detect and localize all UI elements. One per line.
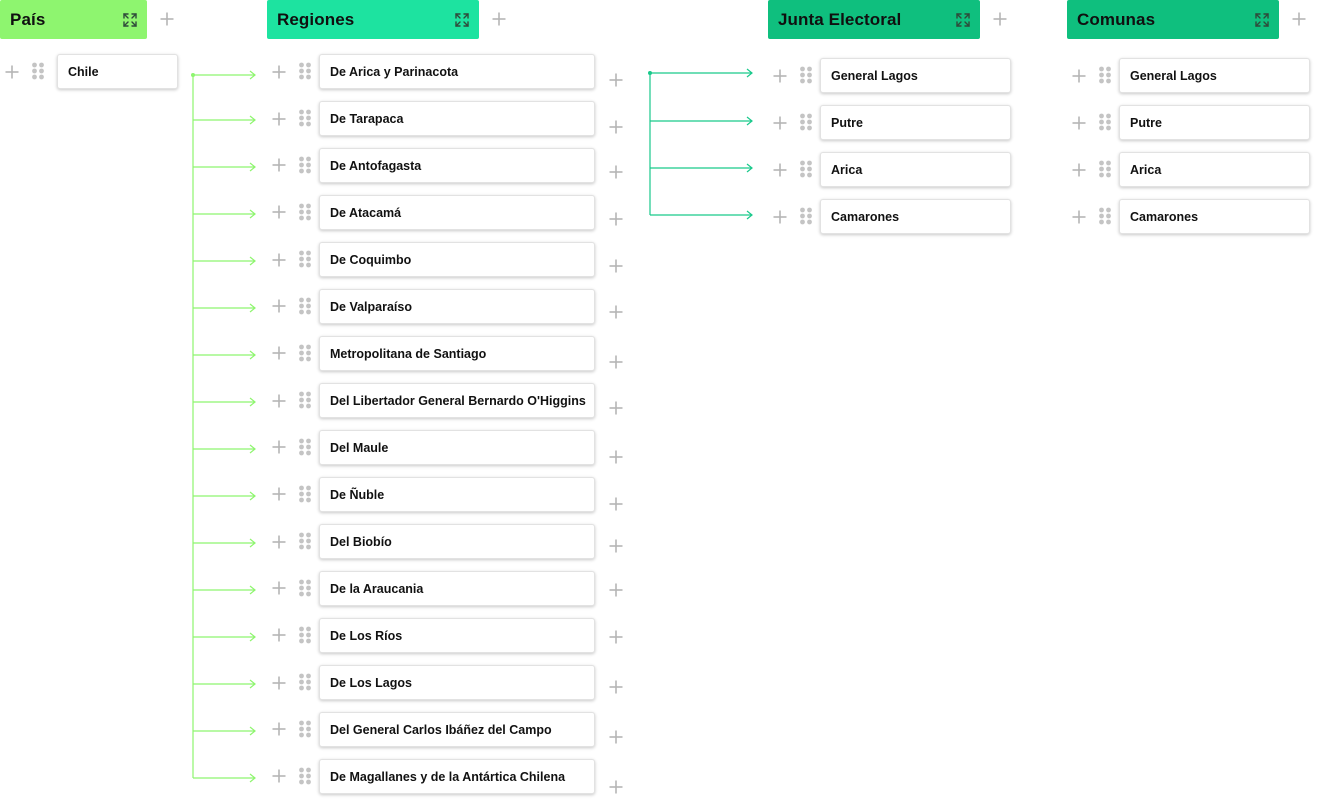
plus-icon bbox=[1072, 116, 1086, 130]
add-sibling-button[interactable] bbox=[272, 158, 286, 172]
drag-handle[interactable] bbox=[298, 485, 312, 503]
drag-handle-icon bbox=[298, 250, 312, 268]
column-title: Junta Electoral bbox=[778, 9, 902, 29]
plus-icon bbox=[272, 769, 286, 783]
node-label: Del General Carlos Ibáñez del Campo bbox=[330, 722, 552, 737]
drag-handle-icon bbox=[298, 156, 312, 174]
drag-handle-icon bbox=[1098, 113, 1112, 131]
node-regiones[interactable] bbox=[319, 54, 595, 89]
node-label: De Magallanes y de la Antártica Chilena bbox=[330, 769, 566, 784]
plus-icon bbox=[773, 69, 787, 83]
column-header-pais bbox=[0, 0, 147, 39]
node-comunas[interactable] bbox=[1119, 105, 1310, 140]
node-regiones[interactable] bbox=[319, 148, 595, 183]
node-junta[interactable] bbox=[820, 58, 1011, 93]
add-column-button[interactable] bbox=[1292, 12, 1306, 26]
drag-handle-icon bbox=[799, 160, 813, 178]
node-label: De la Araucania bbox=[330, 581, 424, 596]
add-sibling-button[interactable] bbox=[272, 769, 286, 783]
drag-handle-icon bbox=[298, 62, 312, 80]
drag-handle[interactable] bbox=[298, 532, 312, 550]
add-sibling-button[interactable] bbox=[272, 581, 286, 595]
drag-handle-icon bbox=[1098, 160, 1112, 178]
node-regiones[interactable] bbox=[319, 618, 595, 653]
plus-icon bbox=[272, 346, 286, 360]
add-sibling-button[interactable] bbox=[272, 722, 286, 736]
drag-handle[interactable] bbox=[298, 673, 312, 691]
add-sibling-button[interactable] bbox=[272, 535, 286, 549]
node-comunas[interactable] bbox=[1119, 152, 1310, 187]
node-regiones[interactable] bbox=[319, 195, 595, 230]
drag-handle-icon bbox=[298, 344, 312, 362]
add-sibling-button[interactable] bbox=[773, 116, 787, 130]
plus-icon bbox=[609, 212, 623, 226]
add-child-button[interactable] bbox=[609, 120, 623, 134]
node-pais[interactable] bbox=[57, 54, 178, 89]
connector-arrowhead bbox=[250, 727, 255, 735]
plus-icon bbox=[272, 581, 286, 595]
node-label: De Antofagasta bbox=[330, 158, 422, 173]
plus-icon bbox=[609, 450, 623, 464]
plus-icon bbox=[609, 539, 623, 553]
add-sibling-button[interactable] bbox=[1072, 210, 1086, 224]
drag-handle-icon bbox=[1098, 66, 1112, 84]
drag-handle[interactable] bbox=[298, 767, 312, 785]
node-label: General Lagos bbox=[831, 68, 918, 83]
node-label: Del Maule bbox=[330, 440, 389, 455]
drag-handle[interactable] bbox=[298, 62, 312, 80]
drag-handle-icon bbox=[31, 62, 45, 80]
add-sibling-button[interactable] bbox=[1072, 163, 1086, 177]
drag-handle[interactable] bbox=[1098, 113, 1112, 131]
connector-arrowhead bbox=[250, 398, 255, 406]
drag-handle-icon bbox=[298, 438, 312, 456]
node-regiones[interactable] bbox=[319, 430, 595, 465]
connector-arrowhead bbox=[250, 304, 255, 312]
node-comunas[interactable] bbox=[1119, 199, 1310, 234]
plus-icon bbox=[272, 112, 286, 126]
plus-icon bbox=[609, 305, 623, 319]
add-sibling-button[interactable] bbox=[272, 253, 286, 267]
plus-icon bbox=[609, 120, 623, 134]
plus-icon bbox=[609, 730, 623, 744]
add-child-button[interactable] bbox=[609, 212, 623, 226]
connector-arrowhead bbox=[250, 492, 255, 500]
node-label: De Atacamá bbox=[330, 205, 402, 220]
plus-icon bbox=[1072, 69, 1086, 83]
add-sibling-button[interactable] bbox=[773, 69, 787, 83]
add-child-button[interactable] bbox=[609, 355, 623, 369]
node-label: Putre bbox=[831, 115, 863, 130]
plus-icon bbox=[993, 12, 1007, 26]
node-regiones[interactable] bbox=[319, 336, 595, 371]
plus-icon bbox=[272, 440, 286, 454]
plus-icon bbox=[272, 394, 286, 408]
column-title: Regiones bbox=[277, 9, 355, 29]
drag-handle[interactable] bbox=[298, 156, 312, 174]
drag-handle-icon bbox=[298, 720, 312, 738]
connector-arrowhead bbox=[250, 257, 255, 265]
plus-icon bbox=[609, 680, 623, 694]
drag-handle[interactable] bbox=[298, 626, 312, 644]
plus-icon bbox=[272, 205, 286, 219]
add-child-button[interactable] bbox=[609, 305, 623, 319]
add-sibling-button[interactable] bbox=[272, 346, 286, 360]
drag-handle[interactable] bbox=[31, 62, 45, 80]
plus-icon bbox=[609, 355, 623, 369]
add-sibling-button[interactable] bbox=[272, 487, 286, 501]
node-label: De Arica y Parinacota bbox=[330, 64, 459, 79]
node-comunas[interactable] bbox=[1119, 58, 1310, 93]
node-label: Camarones bbox=[831, 209, 900, 224]
add-child-button[interactable] bbox=[609, 539, 623, 553]
node-label: Putre bbox=[1130, 115, 1162, 130]
drag-handle-icon bbox=[298, 485, 312, 503]
node-junta[interactable] bbox=[820, 152, 1011, 187]
plus-icon bbox=[609, 630, 623, 644]
connector-arrowhead bbox=[250, 445, 255, 453]
plus-icon bbox=[609, 165, 623, 179]
connector-arrowhead bbox=[250, 351, 255, 359]
drag-handle[interactable] bbox=[298, 438, 312, 456]
node-label: De Coquimbo bbox=[330, 252, 412, 267]
drag-handle[interactable] bbox=[298, 391, 312, 409]
connector-arrowhead bbox=[250, 210, 255, 218]
expand-icon[interactable] bbox=[1255, 13, 1269, 27]
connector-arrowhead bbox=[250, 633, 255, 641]
drag-handle-icon bbox=[298, 297, 312, 315]
plus-icon bbox=[609, 780, 623, 794]
plus-icon bbox=[1072, 210, 1086, 224]
node-junta[interactable] bbox=[820, 105, 1011, 140]
plus-icon bbox=[5, 65, 19, 79]
add-sibling-button[interactable] bbox=[5, 65, 19, 79]
connector-origin-dot bbox=[191, 73, 195, 77]
plus-icon bbox=[609, 401, 623, 415]
node-junta[interactable] bbox=[820, 199, 1011, 234]
expand-icon[interactable] bbox=[455, 13, 469, 27]
plus-icon bbox=[609, 73, 623, 87]
plus-icon bbox=[272, 487, 286, 501]
plus-icon bbox=[609, 583, 623, 597]
node-regiones[interactable] bbox=[319, 712, 595, 747]
connector-arrowhead bbox=[747, 164, 752, 172]
plus-icon bbox=[272, 628, 286, 642]
add-child-button[interactable] bbox=[609, 450, 623, 464]
plus-icon bbox=[773, 116, 787, 130]
add-sibling-button[interactable] bbox=[272, 440, 286, 454]
node-label: Del Libertador General Bernardo O'Higgins bbox=[330, 393, 586, 408]
plus-icon bbox=[160, 12, 174, 26]
plus-icon bbox=[272, 253, 286, 267]
plus-icon bbox=[609, 259, 623, 273]
drag-handle-icon bbox=[298, 532, 312, 550]
connector-arrowhead bbox=[250, 680, 255, 688]
drag-handle-icon bbox=[298, 626, 312, 644]
drag-handle[interactable] bbox=[298, 297, 312, 315]
add-child-button[interactable] bbox=[609, 680, 623, 694]
add-child-button[interactable] bbox=[609, 630, 623, 644]
drag-handle[interactable] bbox=[1098, 207, 1112, 225]
drag-handle[interactable] bbox=[298, 250, 312, 268]
plus-icon bbox=[272, 535, 286, 549]
connector-arrowhead bbox=[250, 586, 255, 594]
drag-handle[interactable] bbox=[1098, 160, 1112, 178]
add-child-button[interactable] bbox=[609, 401, 623, 415]
add-sibling-button[interactable] bbox=[272, 65, 286, 79]
node-label: De Los Ríos bbox=[330, 628, 403, 643]
add-sibling-button[interactable] bbox=[1072, 116, 1086, 130]
node-regiones[interactable] bbox=[319, 571, 595, 606]
add-child-button[interactable] bbox=[609, 73, 623, 87]
drag-handle-icon bbox=[298, 391, 312, 409]
node-regiones[interactable] bbox=[319, 289, 595, 324]
node-regiones[interactable] bbox=[319, 477, 595, 512]
plus-icon bbox=[492, 12, 506, 26]
connector-arrowhead bbox=[747, 69, 752, 77]
add-sibling-button[interactable] bbox=[272, 394, 286, 408]
add-sibling-button[interactable] bbox=[773, 210, 787, 224]
column-header-junta bbox=[768, 0, 980, 39]
add-child-button[interactable] bbox=[609, 780, 623, 794]
add-sibling-button[interactable] bbox=[272, 299, 286, 313]
node-label: De Los Lagos bbox=[330, 675, 412, 690]
column-header-comunas bbox=[1067, 0, 1279, 39]
add-sibling-button[interactable] bbox=[773, 163, 787, 177]
node-label: Camarones bbox=[1130, 209, 1199, 224]
node-label: General Lagos bbox=[1130, 68, 1217, 83]
plus-icon bbox=[272, 158, 286, 172]
expand-icon[interactable] bbox=[956, 13, 970, 27]
connector-arrowhead bbox=[250, 116, 255, 124]
add-sibling-button[interactable] bbox=[272, 205, 286, 219]
node-label: Del Biobío bbox=[330, 534, 392, 549]
drag-handle-icon bbox=[298, 109, 312, 127]
plus-icon bbox=[272, 299, 286, 313]
add-sibling-button[interactable] bbox=[272, 112, 286, 126]
node-label: Metropolitana de Santiago bbox=[330, 346, 487, 361]
plus-icon bbox=[773, 163, 787, 177]
drag-handle-icon bbox=[799, 113, 813, 131]
plus-icon bbox=[773, 210, 787, 224]
node-label: De Tarapaca bbox=[330, 111, 404, 126]
drag-handle-icon bbox=[799, 207, 813, 225]
plus-icon bbox=[609, 497, 623, 511]
node-label: De Ñuble bbox=[330, 487, 385, 502]
drag-handle-icon bbox=[298, 203, 312, 221]
node-label: Chile bbox=[68, 64, 99, 79]
expand-icon[interactable] bbox=[123, 13, 137, 27]
node-regiones[interactable] bbox=[319, 759, 595, 794]
drag-handle[interactable] bbox=[298, 109, 312, 127]
plus-icon bbox=[272, 722, 286, 736]
drag-handle[interactable] bbox=[799, 160, 813, 178]
plus-icon bbox=[272, 65, 286, 79]
node-label: De Valparaíso bbox=[330, 299, 412, 314]
node-regiones[interactable] bbox=[319, 242, 595, 277]
drag-handle-icon bbox=[799, 66, 813, 84]
add-column-button[interactable] bbox=[160, 12, 174, 26]
connector-arrowhead bbox=[250, 71, 255, 79]
add-sibling-button[interactable] bbox=[272, 628, 286, 642]
drag-handle[interactable] bbox=[799, 66, 813, 84]
drag-handle[interactable] bbox=[298, 203, 312, 221]
drag-handle[interactable] bbox=[799, 207, 813, 225]
node-label: Arica bbox=[1130, 162, 1162, 177]
node-regiones[interactable] bbox=[319, 665, 595, 700]
add-child-button[interactable] bbox=[609, 259, 623, 273]
add-sibling-button[interactable] bbox=[1072, 69, 1086, 83]
drag-handle[interactable] bbox=[298, 720, 312, 738]
connector-arrowhead bbox=[250, 774, 255, 782]
drag-handle-icon bbox=[298, 673, 312, 691]
drag-handle-icon bbox=[298, 767, 312, 785]
column-header-regiones bbox=[267, 0, 479, 39]
drag-handle[interactable] bbox=[799, 113, 813, 131]
add-child-button[interactable] bbox=[609, 497, 623, 511]
connector-arrowhead bbox=[250, 163, 255, 171]
column-title: País bbox=[10, 9, 46, 29]
connector-origin-dot bbox=[648, 71, 652, 75]
add-sibling-button[interactable] bbox=[272, 676, 286, 690]
node-regiones[interactable] bbox=[319, 101, 595, 136]
drag-handle-icon bbox=[1098, 207, 1112, 225]
node-regiones[interactable] bbox=[319, 383, 595, 418]
node-label: Arica bbox=[831, 162, 863, 177]
connector-arrowhead bbox=[747, 211, 752, 219]
plus-icon bbox=[1072, 163, 1086, 177]
drag-handle[interactable] bbox=[298, 344, 312, 362]
drag-handle[interactable] bbox=[298, 579, 312, 597]
connector-arrowhead bbox=[250, 539, 255, 547]
column-title: Comunas bbox=[1077, 9, 1156, 29]
add-child-button[interactable] bbox=[609, 165, 623, 179]
connector-arrowhead bbox=[747, 117, 752, 125]
plus-icon bbox=[272, 676, 286, 690]
add-column-button[interactable] bbox=[993, 12, 1007, 26]
node-regiones[interactable] bbox=[319, 524, 595, 559]
add-child-button[interactable] bbox=[609, 730, 623, 744]
add-column-button[interactable] bbox=[492, 12, 506, 26]
add-child-button[interactable] bbox=[609, 583, 623, 597]
plus-icon bbox=[1292, 12, 1306, 26]
drag-handle[interactable] bbox=[1098, 66, 1112, 84]
drag-handle-icon bbox=[298, 579, 312, 597]
